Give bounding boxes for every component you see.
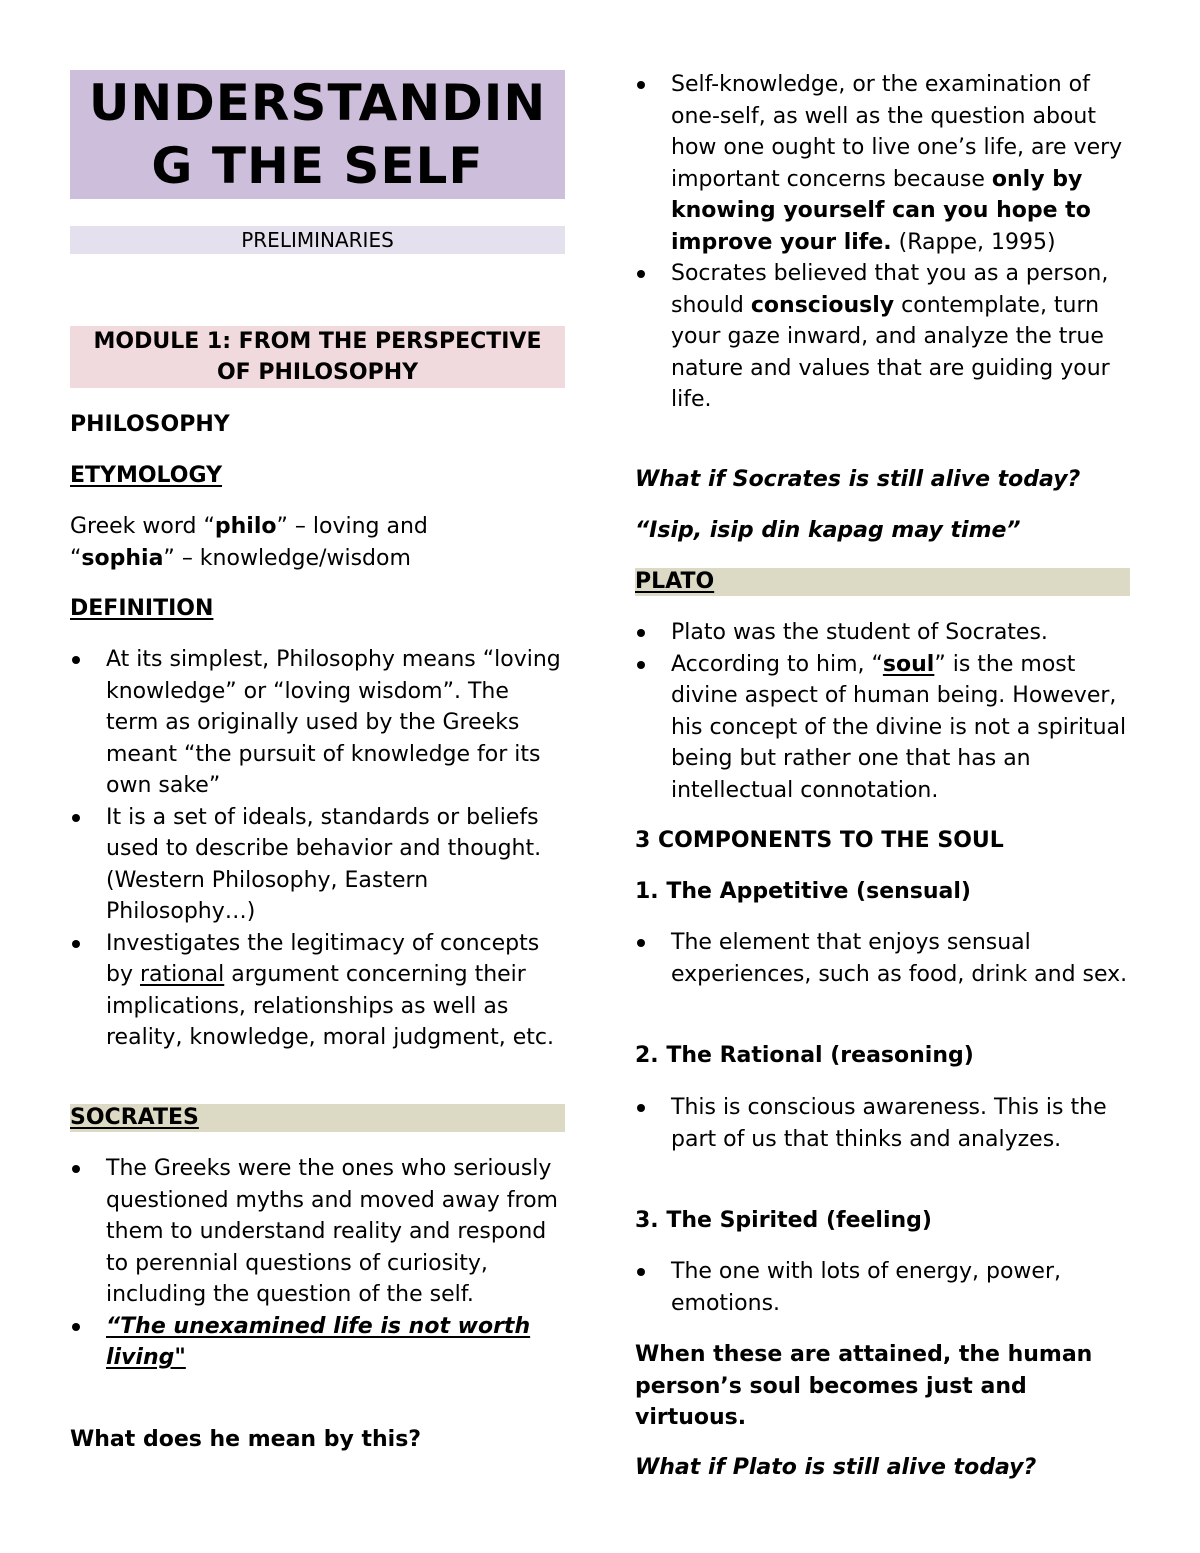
etymology-part: “ <box>70 545 82 571</box>
etymology-part: Greek word “ <box>70 514 215 539</box>
etymology-part: ” – knowledge/wisdom <box>163 545 411 571</box>
socrates-question: What does he mean by this? <box>70 1427 422 1452</box>
title-line-1: UNDERSTANDIN <box>88 74 547 132</box>
etymology-heading: ETYMOLOGY <box>70 463 223 488</box>
socrates-text: contemplate, turn your gaze inward, and analyze the true nature and values that are guiding your life. <box>671 292 1110 412</box>
socrates-text: Self-knowledge, or the examination of one-self, as well as the question about how one ought to live one’s life, are very important concerns because <box>671 72 1123 192</box>
socrates-item: The Greeks were the ones who seriously questioned myths and moved away from them to understand reality and respond to perennial questions of curiosity, including the question of the self. <box>70 1153 565 1311</box>
component-3-heading: 3. The Spirited (feeling) <box>635 1208 932 1233</box>
plato-conclusion: When these are attained, the human person’s soul becomes just and virtuous. <box>635 1342 1093 1430</box>
component-1-list <box>635 927 1130 990</box>
component-2-list <box>635 1092 1130 1155</box>
soul-term: soul <box>882 651 935 677</box>
module-line-1: MODULE 1: FROM THE PERSPECTIVE <box>93 329 542 354</box>
definition-text: Investigates the legitimacy of concepts by <box>106 930 540 987</box>
philosophy-heading: PHILOSOPHY <box>70 412 230 437</box>
definition-item <box>70 928 565 1054</box>
definition-text: argument concerning their implications, relationships as well as reality, knowledge, moral judgment, etc. <box>106 962 554 1050</box>
components-heading: 3 COMPONENTS TO THE SOUL <box>635 828 1004 853</box>
socrates-item <box>635 69 1130 258</box>
socrates-heading: SOCRATES <box>70 1104 565 1132</box>
socrates-item <box>635 258 1130 416</box>
component-item: The one with lots of energy, power, emotions. <box>635 1256 1130 1319</box>
socrates-emphasis: consciously <box>750 292 895 318</box>
socrates-list-continued <box>635 69 1130 416</box>
socrates-text: Socrates believed that you as a person, should <box>671 261 1109 318</box>
definition-item: At its simplest, Philosophy means “loving knowledge” or “loving wisdom”. The term as originally used by the Greeks meant “the pursuit of knowledge for its own sake” <box>70 644 565 802</box>
plato-alive-question: What if Plato is still alive today? <box>635 1455 1037 1480</box>
plato-list <box>635 617 1130 806</box>
title-line-2: G THE SELF <box>151 137 484 195</box>
plato-text: According to him, “ <box>671 651 883 677</box>
module-line-2: OF PHILOSOPHY <box>216 360 419 385</box>
component-1-heading: 1. The Appetitive (sensual) <box>635 879 971 904</box>
rational-term: rational <box>139 962 225 987</box>
etymology-word-sophia: sophia <box>81 545 164 571</box>
socrates-quote: “The unexamined life is not worth living" <box>70 1311 565 1374</box>
module-banner <box>70 326 565 388</box>
component-item: The element that enjoys sensual experiences, such as food, drink and sex. <box>635 927 1130 990</box>
component-2-heading: 2. The Rational (reasoning) <box>635 1043 974 1068</box>
definition-item: It is a set of ideals, standards or beliefs used to describe behavior and thought. (Western Philosophy, Eastern Philosophy…) <box>70 802 565 928</box>
socrates-emphasis: only by knowing yourself can you hope to improve your life. <box>671 166 1091 255</box>
etymology-word-philo: philo <box>214 514 277 539</box>
definition-list <box>70 644 565 1054</box>
etymology-text <box>70 511 565 574</box>
component-3-list <box>635 1256 1130 1319</box>
plato-item <box>635 649 1130 807</box>
definition-heading: DEFINITION <box>70 596 214 621</box>
plato-heading: PLATO <box>635 568 1130 596</box>
subtitle-banner: PRELIMINARIES <box>70 226 565 254</box>
socrates-alive-question: What if Socrates is still alive today? <box>635 467 1081 492</box>
document-title <box>70 70 565 199</box>
component-item: This is conscious awareness. This is the part of us that thinks and analyzes. <box>635 1092 1130 1155</box>
plato-item: Plato was the student of Socrates. <box>635 617 1130 649</box>
isip-quote: “Isip, isip din kapag may time” <box>635 518 1021 543</box>
socrates-list <box>70 1153 565 1374</box>
etymology-part: ” – loving and <box>276 514 428 539</box>
socrates-citation: (Rappe, 1995) <box>891 229 1056 255</box>
plato-text: ” is the most divine aspect of human being. However, his concept of the divine is not a spiritual being but rather one that has an intellectual connotation. <box>671 651 1127 803</box>
